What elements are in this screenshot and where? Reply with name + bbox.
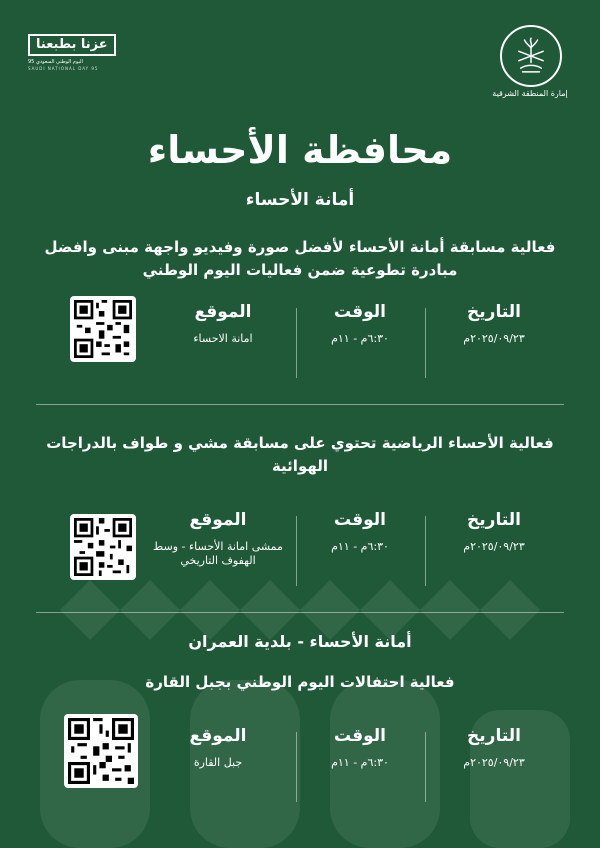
location-value: امانة الاحساء (193, 332, 253, 345)
location-label: الموقع (189, 726, 247, 746)
location-value: جبل القارة (193, 756, 243, 769)
location-column (148, 726, 288, 770)
date-value: ٢٠٢٥/٠٩/٢٣م (463, 756, 525, 769)
date-label: التاريخ (467, 302, 521, 322)
logo-english-line: SAUDI NATIONAL DAY 95 (28, 66, 99, 71)
column-divider (425, 308, 426, 378)
date-column (444, 510, 544, 554)
event-1 (0, 236, 600, 282)
time-value: ٦:٣٠م - ١١م (331, 540, 389, 553)
qr-code-icon[interactable] (70, 514, 136, 580)
saudi-emblem-icon (500, 25, 562, 87)
location-label: الموقع (189, 510, 247, 530)
location-label: الموقع (194, 302, 252, 322)
column-divider (296, 732, 297, 802)
event-heading: أمانة الأحساء - بلدية العمران (188, 632, 412, 651)
location-value: ممشى امانة الأحساء - وسط الهفوف التاريخي (153, 540, 283, 567)
section-divider (36, 612, 564, 613)
date-column (444, 302, 544, 346)
date-label: التاريخ (467, 726, 521, 746)
emblem-caption: إمارة المنطقة الشرقية (492, 89, 568, 98)
event-3-info (0, 726, 600, 802)
time-value: ٦:٣٠م - ١١م (331, 756, 389, 769)
date-value: ٢٠٢٥/٠٩/٢٣م (463, 332, 525, 345)
location-column (148, 510, 288, 568)
time-value: ٦:٣٠م - ١١م (331, 332, 389, 345)
event-2-info (0, 510, 600, 586)
time-label: الوقت (334, 510, 386, 530)
qr-code-icon[interactable] (70, 296, 136, 362)
national-day-logo (28, 33, 136, 73)
column-divider (296, 516, 297, 586)
page-subtitle: أمانة الأحساء (245, 190, 355, 210)
background-pattern (0, 560, 600, 848)
date-column (444, 726, 544, 770)
event-2 (0, 432, 600, 478)
column-divider (425, 732, 426, 802)
time-column (300, 726, 420, 770)
page-title: محافظة الأحساء (147, 128, 453, 172)
event-1-info (0, 302, 600, 378)
time-label: الوقت (334, 302, 386, 322)
time-column (300, 302, 420, 346)
date-value: ٢٠٢٥/٠٩/٢٣م (463, 540, 525, 553)
column-divider (296, 308, 297, 378)
column-divider (425, 516, 426, 586)
location-column (158, 302, 288, 346)
date-label: التاريخ (467, 510, 521, 530)
qr-code-icon[interactable] (64, 714, 138, 788)
time-column (300, 510, 420, 554)
event-description: فعالية مسابقة أمانة الأحساء لأفضل صورة وفيديو واجهة مبنى وافضل مبادرة تطوعية ضمن فعاليات اليوم الوطني (44, 238, 556, 279)
event-description: فعالية احتفالات اليوم الوطني بجبل القارة (145, 673, 455, 691)
time-label: الوقت (334, 726, 386, 746)
event-description: فعالية الأحساء الرياضية تحتوي على مسابقة مشي و طواف بالدراجات الهوائية (46, 434, 554, 475)
section-divider (36, 404, 564, 405)
event-3 (0, 630, 600, 694)
logo-main-text: عزنا بطبعنا (28, 34, 116, 56)
logo-arabic-line: اليوم الوطني السعودي 95 (28, 59, 83, 65)
